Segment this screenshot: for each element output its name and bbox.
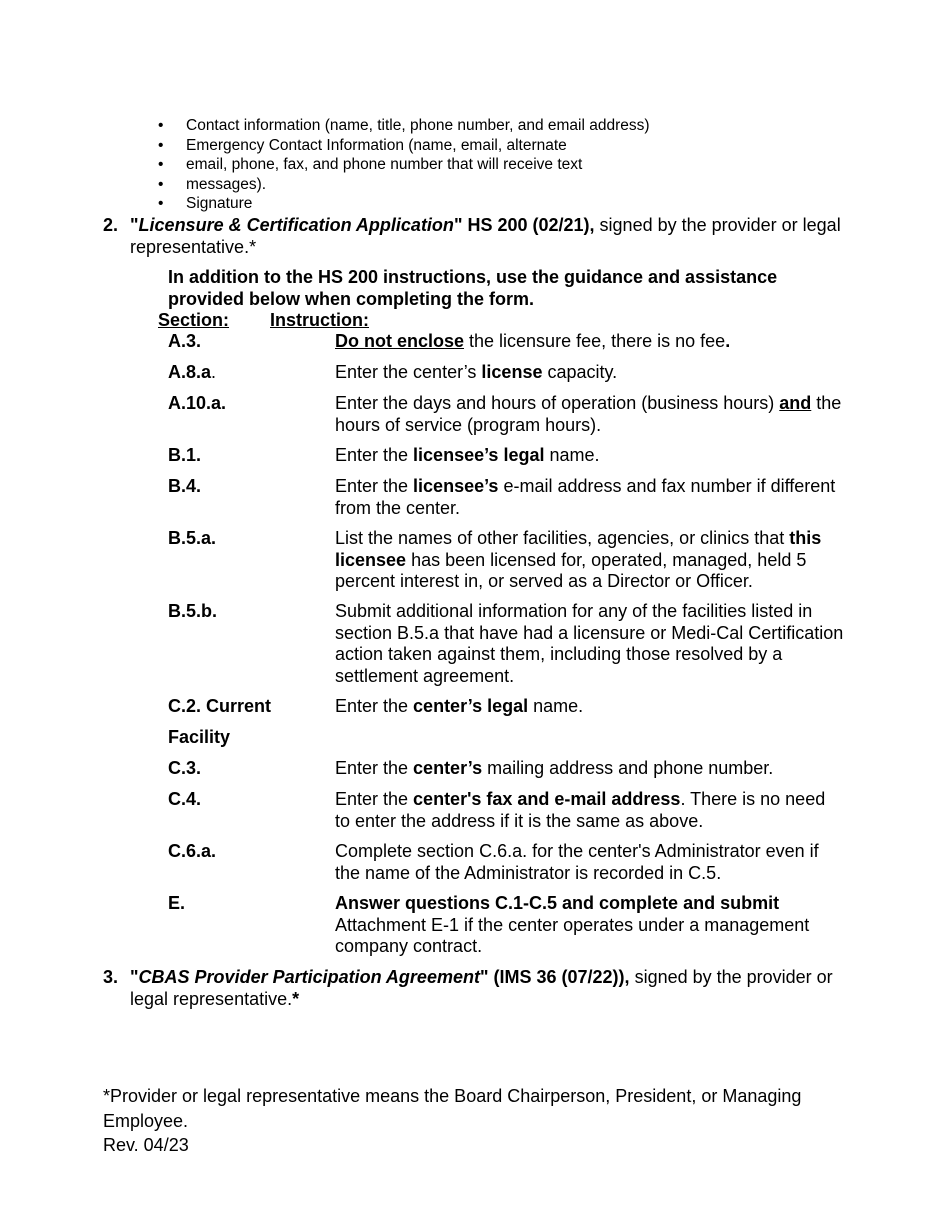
instruction-text: Enter the center’s legal name. (335, 696, 584, 716)
instruction-text: Enter the licensee’s e-mail address and fax number if different from the center. (335, 476, 836, 518)
list-item: • messages). (158, 175, 267, 193)
instruction-text: Enter the center's fax and e-mail address. There is no need to enter the address if it is the same as above. (335, 789, 826, 831)
numbered-item-3 (103, 966, 843, 1010)
section-code: B.5.a. (168, 528, 217, 548)
instruction-text: Submit additional information for any of the facilities listed in section B.5.a that have had a licensure or Medi-Cal Certification action taken against them, including those resolved by a settlement agreement. (335, 601, 844, 686)
item-number: 2. (103, 215, 119, 235)
instruction-text: Complete section C.6.a. for the center's Administrator even if the name of the Administrator is recorded in C.5. (335, 841, 819, 883)
section-code: C.2. Current (168, 696, 272, 716)
section-code: Facility (168, 727, 231, 747)
instruction-text: Do not enclose the licensure fee, there is no fee. (335, 331, 731, 351)
list-item: • Emergency Contact Information (name, email, alternate (158, 136, 567, 154)
instruction-text: Enter the licensee’s legal name. (335, 445, 600, 465)
instruction-text: Answer questions C.1-C.5 and complete and submit Attachment E-1 if the center operates under a management company contract. (335, 893, 810, 956)
section-code: C.6.a. (168, 841, 217, 861)
list-item: • Signature (158, 195, 253, 213)
list-item: • email, phone, fax, and phone number that will receive text (158, 156, 583, 174)
instruction-text: List the names of other facilities, agencies, or clinics that this licensee has been licensed for, operated, managed, held 5 percent interest in, or served as a Director or Officer. (335, 528, 822, 591)
section-code: A.3. (168, 331, 202, 351)
instruction-text: Enter the center’s mailing address and phone number. (335, 758, 774, 778)
item-text: "Licensure & Certification Application" HS 200 (02/21), signed by the provider or legal representative.* (130, 215, 841, 257)
section-code: B.5.b. (168, 601, 218, 621)
bullet-icon: • (158, 175, 164, 193)
section-code: C.3. (168, 758, 202, 778)
form-title: CBAS Provider Participation Agreement (138, 967, 480, 987)
instructions-intro: In addition to the HS 200 instructions, use the guidance and assistance provided below when completing the form. (168, 267, 778, 309)
section-code: A.8.a. (168, 362, 217, 382)
instruction-text: Enter the center’s license capacity. (335, 362, 618, 382)
form-number: " HS 200 (02/21), (453, 215, 595, 235)
bullet-icon: • (158, 195, 164, 213)
list-item: • Contact information (name, title, phone number, and email address) (158, 117, 650, 134)
section-code: A.10.a. (168, 393, 227, 413)
section-column-header: Section: (158, 310, 230, 330)
numbered-item-2 (103, 214, 843, 258)
bullet-icon: • (158, 136, 164, 154)
section-code: C.4. (168, 789, 202, 809)
bullet-icon: • (158, 156, 164, 174)
instruction-text: Enter the days and hours of operation (business hours) and the hours of service (program hours). (335, 393, 842, 435)
contact-bullet-list (158, 116, 650, 214)
section-code: B.1. (168, 445, 202, 465)
item-text: "CBAS Provider Participation Agreement" (IMS 36 (07/22)), signed by the provider or legal representative.* (130, 967, 833, 1009)
instruction-column-header: Instruction: (270, 310, 369, 330)
revision-date: Rev. 04/23 (103, 1135, 189, 1155)
section-code: B.4. (168, 476, 202, 496)
item-number: 3. (103, 967, 119, 987)
bullet-icon: • (158, 117, 164, 134)
form-number: " (IMS 36 (07/22)), (479, 967, 630, 987)
footnote: *Provider or legal representative means the Board Chairperson, President, or Managing Employee. (103, 1086, 802, 1131)
section-code: E. (168, 893, 186, 913)
form-title: Licensure & Certification Application (138, 215, 454, 235)
